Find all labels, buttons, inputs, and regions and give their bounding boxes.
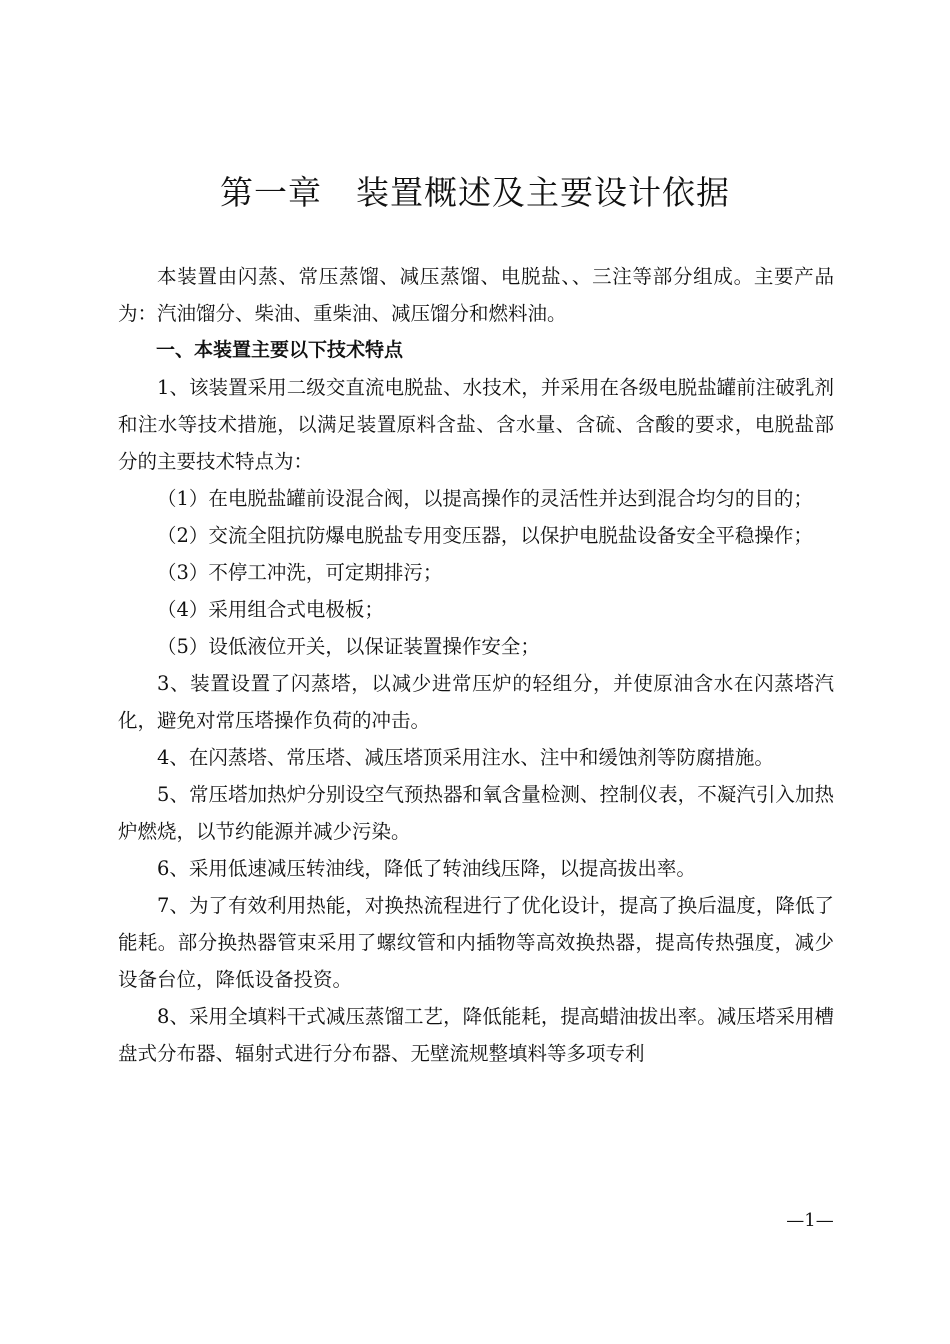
- section-heading: 一、本装置主要以下技术特点: [156, 339, 404, 361]
- paragraph-item-4: 4、在闪蒸塔、常压塔、减压塔顶采用注水、注中和缓蚀剂等防腐措施。: [157, 746, 774, 769]
- paragraph-intro: 本装置由闪蒸、常压蒸馏、减压蒸馏、电脱盐、、三注等部分组成。主要产品为：汽油馏分、柴油、重柴油、减压馏分和燃料油。: [118, 265, 834, 325]
- paragraph-subitem-5: （5）设低液位开关，以保证装置操作安全；: [157, 635, 540, 658]
- paragraph-item-3: 3、装置设置了闪蒸塔，以减少进常压炉的轻组分，并使原油含水在闪蒸塔汽化，避免对常压塔操作负荷的冲击。: [118, 672, 834, 732]
- paragraph-item-7: 7、为了有效利用热能，对换热流程进行了优化设计，提高了换后温度，降低了能耗。部分换热器管束采用了螺纹管和内插物等高效换热器，提高传热强度，减少设备台位，降低设备投资。: [118, 894, 834, 991]
- chapter-title: 第一章 装置概述及主要设计依据: [220, 173, 730, 212]
- paragraph-item-5: 5、常压塔加热炉分别设空气预热器和氧含量检测、控制仪表，不凝汽引入加热炉燃烧，以节约能源并减少污染。: [118, 783, 834, 843]
- paragraph-item-1: 1、该装置采用二级交直流电脱盐、水技术，并采用在各级电脱盐罐前注破乳剂和注水等技术措施，以满足装置原料含盐、含水量、含硫、含酸的要求，电脱盐部分的主要技术特点为：: [118, 376, 834, 473]
- body-text: [118, 258, 834, 1072]
- paragraph-item-6: 6、采用低速减压转油线，降低了转油线压降，以提高拔出率。: [157, 857, 696, 880]
- paragraph-subitem-1: （1）在电脱盐罐前设混合阀，以提高操作的灵活性并达到混合均匀的目的；: [157, 487, 813, 510]
- paragraph-subitem-2: （2）交流全阻抗防爆电脱盐专用变压器，以保护电脱盐设备安全平稳操作；: [157, 524, 813, 547]
- paragraph-subitem-4: （4）采用组合式电极板；: [157, 598, 384, 621]
- page-number: —1—: [786, 1210, 834, 1231]
- paragraph-subitem-3: （3）不停工冲洗，可定期排污；: [157, 561, 443, 584]
- paragraph-item-8: 8、采用全填料干式减压蒸馏工艺，降低能耗，提高蜡油拔出率。减压塔采用槽盘式分布器、辐射式进行分布器、无壁流规整填料等多项专利: [118, 1005, 834, 1065]
